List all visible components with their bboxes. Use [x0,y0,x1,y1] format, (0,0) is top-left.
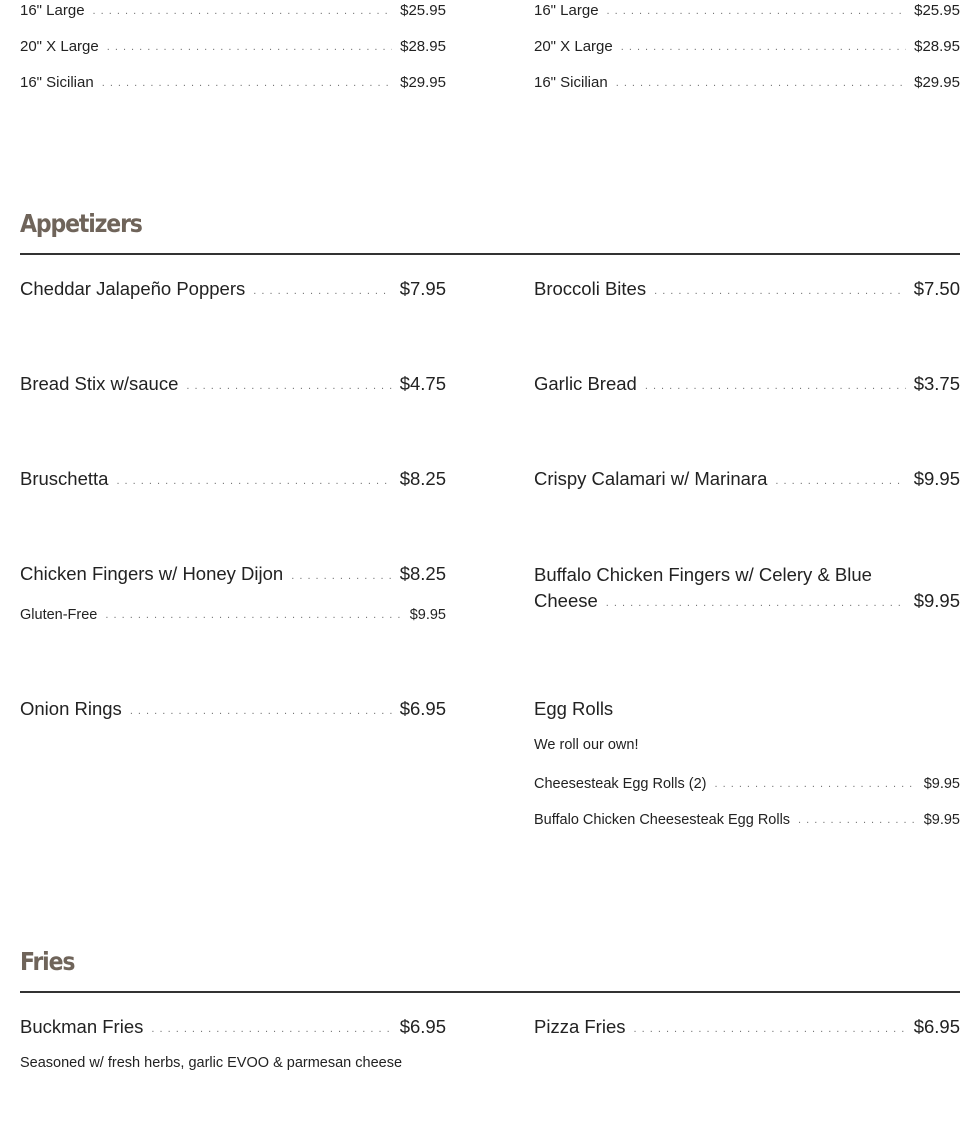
dotted-leader [186,381,391,392]
item-name: Garlic Bread [534,373,637,394]
menu-sub-item-row [534,776,960,796]
item-name: Cheese [534,590,598,611]
dotted-leader [775,476,905,487]
menu-item-row [534,590,960,614]
menu-item-row [534,278,960,302]
item-price: $28.95 [400,38,446,55]
item-name: Broccoli Bites [534,278,647,299]
dotted-leader [116,476,391,487]
item-price: $25.95 [914,2,960,19]
menu-item-row [20,74,446,94]
menu-item-row [534,2,960,22]
item-name: Buffalo Chicken Fingers w/ Celery & Blue [534,564,872,585]
menu-item-row [20,38,446,58]
item-name: Onion Rings [20,698,122,719]
dotted-leader [616,78,906,89]
item-name: 16" Large [534,2,599,19]
item-description: Seasoned w/ fresh herbs, garlic EVOO & parmesan cheese [20,1055,403,1071]
dotted-leader [607,6,907,17]
menu-item-row [534,468,960,492]
dotted-leader [654,286,906,297]
dotted-leader [621,42,906,53]
item-name: Cheesesteak Egg Rolls (2) [534,776,707,792]
item-name: Bread Stix w/sauce [20,373,179,394]
item-price: $8.25 [399,468,446,489]
item-price: $9.95 [913,590,960,611]
menu-item-row [534,373,960,397]
menu-item-row [20,373,446,397]
item-price: $6.95 [399,1016,446,1037]
item-price: $29.95 [400,74,446,91]
dotted-leader [634,1024,906,1035]
item-name: 20" X Large [534,38,613,55]
item-description: We roll our own! [534,737,639,753]
menu-item-row [534,74,960,94]
item-name: Bruschetta [20,468,109,489]
item-price: $9.95 [913,468,960,489]
section-title-appetizers: Appetizers [20,209,142,238]
menu-item-row [20,468,446,492]
item-name: Buffalo Chicken Cheesesteak Egg Rolls [534,812,791,828]
item-price: $7.50 [913,278,960,299]
dotted-leader [93,6,393,17]
item-price: $9.95 [923,812,960,828]
section-divider [20,991,960,993]
section-title-fries: Fries [20,947,75,976]
item-name: Cheddar Jalapeño Poppers [20,278,246,299]
item-price: $28.95 [914,38,960,55]
menu-item-row [20,563,446,587]
dotted-leader [105,610,401,621]
section-divider [20,253,960,255]
item-price: $4.75 [399,373,446,394]
menu-item-row [20,278,446,302]
dotted-leader [130,706,392,717]
dotted-leader [253,286,391,297]
dotted-leader [606,598,906,609]
item-price: $29.95 [914,74,960,91]
item-price: $3.75 [913,373,960,394]
item-name: Pizza Fries [534,1016,626,1037]
dotted-leader [645,381,906,392]
dotted-leader [102,78,392,89]
dotted-leader [714,779,915,790]
dotted-leader [798,815,916,826]
menu-item-row [534,38,960,58]
item-price: $9.95 [923,776,960,792]
menu-item-row [534,1016,960,1040]
item-name: 16" Sicilian [534,74,608,91]
item-price: $9.95 [409,607,446,623]
menu-sub-item-row [20,607,446,627]
menu-item-row [20,2,446,22]
item-name: Gluten-Free [20,607,98,623]
menu-sub-item-row [534,812,960,832]
item-name: Chicken Fingers w/ Honey Dijon [20,563,284,584]
dotted-leader [151,1024,391,1035]
item-name: 16" Large [20,2,85,19]
menu-item-row [20,698,446,722]
item-name: Crispy Calamari w/ Marinara [534,468,768,489]
item-price: $25.95 [400,2,446,19]
item-price: $6.95 [399,698,446,719]
item-name: 20" X Large [20,38,99,55]
item-name: Egg Rolls [534,698,614,719]
item-price: $7.95 [399,278,446,299]
menu-item-row [20,1016,446,1040]
item-price: $8.25 [399,563,446,584]
dotted-leader [107,42,392,53]
item-name: 16" Sicilian [20,74,94,91]
item-name: Buckman Fries [20,1016,144,1037]
dotted-leader [291,571,391,582]
item-price: $6.95 [913,1016,960,1037]
